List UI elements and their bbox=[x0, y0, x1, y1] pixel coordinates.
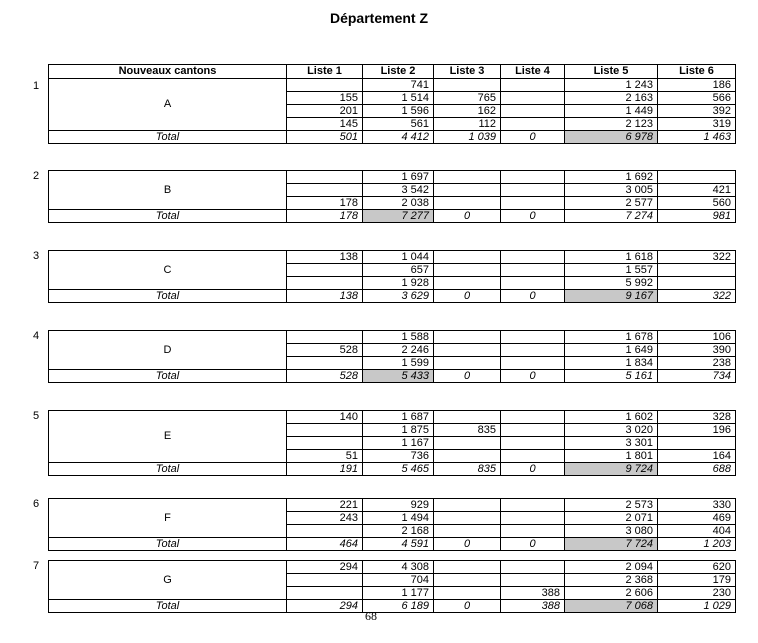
vote-cell: 2 168 bbox=[363, 525, 434, 538]
group-number: 3 bbox=[33, 250, 40, 262]
total-cell: 7 277 bbox=[363, 210, 434, 223]
vote-cell: 741 bbox=[363, 79, 434, 92]
total-cell: 7 274 bbox=[565, 210, 658, 223]
total-row bbox=[49, 600, 736, 613]
vote-cell bbox=[434, 574, 501, 587]
vote-cell: 196 bbox=[658, 424, 736, 437]
total-label: Total bbox=[49, 600, 287, 613]
vote-cell bbox=[501, 92, 565, 105]
vote-cell: 3 005 bbox=[565, 184, 658, 197]
total-label: Total bbox=[49, 463, 287, 476]
vote-cell: 2 573 bbox=[565, 499, 658, 512]
total-row bbox=[49, 463, 736, 476]
vote-cell bbox=[287, 277, 363, 290]
vote-cell: 929 bbox=[363, 499, 434, 512]
vote-cell bbox=[434, 344, 501, 357]
total-cell: 9 167 bbox=[565, 290, 658, 303]
total-cell: 835 bbox=[434, 463, 501, 476]
vote-cell bbox=[287, 171, 363, 184]
vote-cell: 328 bbox=[658, 411, 736, 424]
vote-cell bbox=[434, 561, 501, 574]
vote-cell bbox=[501, 437, 565, 450]
canton-label: F bbox=[49, 499, 287, 538]
canton-label: B bbox=[49, 171, 287, 210]
vote-cell bbox=[434, 499, 501, 512]
total-cell: 4 412 bbox=[363, 131, 434, 144]
vote-cell: 1 557 bbox=[565, 264, 658, 277]
total-cell: 464 bbox=[287, 538, 363, 551]
total-cell: 528 bbox=[287, 370, 363, 383]
vote-cell: 421 bbox=[658, 184, 736, 197]
vote-cell: 112 bbox=[434, 118, 501, 131]
vote-cell: 1 514 bbox=[363, 92, 434, 105]
canton-table-c bbox=[48, 250, 736, 303]
vote-cell bbox=[434, 79, 501, 92]
vote-cell: 835 bbox=[434, 424, 501, 437]
vote-cell bbox=[501, 118, 565, 131]
vote-cell bbox=[287, 525, 363, 538]
vote-cell: 51 bbox=[287, 450, 363, 463]
page-number: 68 bbox=[365, 609, 377, 623]
column-header: Liste 1 bbox=[287, 65, 363, 79]
total-label: Total bbox=[49, 290, 287, 303]
vote-cell: 238 bbox=[658, 357, 736, 370]
vote-cell: 145 bbox=[287, 118, 363, 131]
vote-cell: 3 301 bbox=[565, 437, 658, 450]
vote-cell bbox=[434, 525, 501, 538]
vote-cell: 178 bbox=[287, 197, 363, 210]
total-cell: 0 bbox=[434, 600, 501, 613]
vote-cell: 1 588 bbox=[363, 331, 434, 344]
total-cell: 0 bbox=[434, 290, 501, 303]
canton-label: C bbox=[49, 251, 287, 290]
total-cell: 1 039 bbox=[434, 131, 501, 144]
group-number: 5 bbox=[33, 410, 40, 422]
vote-cell: 1 697 bbox=[363, 171, 434, 184]
vote-cell: 3 020 bbox=[565, 424, 658, 437]
vote-cell bbox=[434, 437, 501, 450]
vote-cell: 469 bbox=[658, 512, 736, 525]
total-cell: 1 029 bbox=[658, 600, 736, 613]
vote-cell: 765 bbox=[434, 92, 501, 105]
total-cell: 0 bbox=[501, 463, 565, 476]
column-header: Liste 6 bbox=[658, 65, 736, 79]
vote-cell: 1 928 bbox=[363, 277, 434, 290]
vote-cell bbox=[658, 264, 736, 277]
vote-cell bbox=[287, 79, 363, 92]
vote-cell: 162 bbox=[434, 105, 501, 118]
vote-cell: 1 687 bbox=[363, 411, 434, 424]
vote-cell bbox=[287, 357, 363, 370]
vote-cell bbox=[658, 277, 736, 290]
group-number: 4 bbox=[33, 330, 40, 342]
total-cell: 688 bbox=[658, 463, 736, 476]
vote-cell bbox=[434, 264, 501, 277]
vote-cell: 1 599 bbox=[363, 357, 434, 370]
vote-cell bbox=[287, 264, 363, 277]
canton-label: A bbox=[49, 79, 287, 131]
vote-cell: 2 038 bbox=[363, 197, 434, 210]
total-cell: 294 bbox=[287, 600, 363, 613]
vote-cell bbox=[434, 357, 501, 370]
total-row bbox=[49, 370, 736, 383]
total-cell: 1 463 bbox=[658, 131, 736, 144]
vote-cell: 2 123 bbox=[565, 118, 658, 131]
table-row bbox=[49, 561, 736, 574]
header-row bbox=[49, 65, 736, 79]
vote-cell: 140 bbox=[287, 411, 363, 424]
total-cell: 1 203 bbox=[658, 538, 736, 551]
total-cell: 0 bbox=[501, 131, 565, 144]
vote-cell: 5 992 bbox=[565, 277, 658, 290]
vote-cell: 1 678 bbox=[565, 331, 658, 344]
column-header: Liste 5 bbox=[565, 65, 658, 79]
vote-cell bbox=[434, 450, 501, 463]
page-title: Département Z bbox=[329, 10, 429, 26]
canton-table-e bbox=[48, 410, 736, 476]
vote-cell: 2 163 bbox=[565, 92, 658, 105]
table-row bbox=[49, 171, 736, 184]
vote-cell: 138 bbox=[287, 251, 363, 264]
vote-cell: 221 bbox=[287, 499, 363, 512]
vote-cell: 560 bbox=[658, 197, 736, 210]
vote-cell: 1 834 bbox=[565, 357, 658, 370]
total-cell: 3 629 bbox=[363, 290, 434, 303]
vote-cell bbox=[501, 499, 565, 512]
group-number: 2 bbox=[33, 170, 40, 182]
vote-cell: 1 875 bbox=[363, 424, 434, 437]
total-cell: 6 189 bbox=[363, 600, 434, 613]
vote-cell: 106 bbox=[658, 331, 736, 344]
vote-cell: 2 577 bbox=[565, 197, 658, 210]
canton-table-b bbox=[48, 170, 736, 223]
vote-cell bbox=[501, 171, 565, 184]
total-cell: 5 465 bbox=[363, 463, 434, 476]
canton-label: G bbox=[49, 561, 287, 600]
vote-cell bbox=[434, 197, 501, 210]
total-row bbox=[49, 290, 736, 303]
group-number: 1 bbox=[33, 80, 40, 92]
vote-cell: 1 167 bbox=[363, 437, 434, 450]
vote-cell: 1 449 bbox=[565, 105, 658, 118]
vote-cell: 243 bbox=[287, 512, 363, 525]
total-cell: 0 bbox=[501, 210, 565, 223]
vote-cell bbox=[501, 79, 565, 92]
total-label: Total bbox=[49, 210, 287, 223]
group-number: 7 bbox=[33, 560, 40, 572]
canton-table-g bbox=[48, 560, 736, 613]
table-row bbox=[49, 331, 736, 344]
vote-cell bbox=[434, 587, 501, 600]
vote-cell: 179 bbox=[658, 574, 736, 587]
vote-cell: 657 bbox=[363, 264, 434, 277]
total-label: Total bbox=[49, 370, 287, 383]
column-header: Liste 4 bbox=[501, 65, 565, 79]
group-number: 6 bbox=[33, 498, 40, 510]
total-cell: 388 bbox=[501, 600, 565, 613]
vote-cell: 1 596 bbox=[363, 105, 434, 118]
total-cell: 322 bbox=[658, 290, 736, 303]
canton-table-a bbox=[48, 64, 736, 144]
column-header: Liste 3 bbox=[434, 65, 501, 79]
vote-cell: 201 bbox=[287, 105, 363, 118]
vote-cell: 2 606 bbox=[565, 587, 658, 600]
vote-cell: 230 bbox=[658, 587, 736, 600]
total-cell: 5 433 bbox=[363, 370, 434, 383]
total-cell: 7 724 bbox=[565, 538, 658, 551]
total-cell: 6 978 bbox=[565, 131, 658, 144]
vote-cell bbox=[287, 331, 363, 344]
total-cell: 734 bbox=[658, 370, 736, 383]
column-header: Nouveaux cantons bbox=[49, 65, 287, 79]
total-cell: 0 bbox=[434, 210, 501, 223]
vote-cell bbox=[501, 344, 565, 357]
total-cell: 0 bbox=[434, 370, 501, 383]
vote-cell: 322 bbox=[658, 251, 736, 264]
table-row bbox=[49, 251, 736, 264]
vote-cell: 294 bbox=[287, 561, 363, 574]
vote-cell bbox=[501, 411, 565, 424]
vote-cell: 1 801 bbox=[565, 450, 658, 463]
vote-cell bbox=[501, 264, 565, 277]
vote-cell bbox=[501, 197, 565, 210]
vote-cell: 164 bbox=[658, 450, 736, 463]
total-cell: 7 068 bbox=[565, 600, 658, 613]
total-cell: 4 591 bbox=[363, 538, 434, 551]
total-cell: 0 bbox=[501, 370, 565, 383]
total-row bbox=[49, 131, 736, 144]
total-label: Total bbox=[49, 131, 287, 144]
table-row bbox=[49, 411, 736, 424]
vote-cell: 620 bbox=[658, 561, 736, 574]
vote-cell: 561 bbox=[363, 118, 434, 131]
vote-cell bbox=[287, 574, 363, 587]
total-cell: 9 724 bbox=[565, 463, 658, 476]
vote-cell: 704 bbox=[363, 574, 434, 587]
vote-cell: 2 094 bbox=[565, 561, 658, 574]
vote-cell: 1 602 bbox=[565, 411, 658, 424]
vote-cell: 388 bbox=[501, 587, 565, 600]
vote-cell bbox=[287, 587, 363, 600]
total-cell: 0 bbox=[501, 290, 565, 303]
vote-cell: 3 080 bbox=[565, 525, 658, 538]
table-row bbox=[49, 499, 736, 512]
total-cell: 0 bbox=[501, 538, 565, 551]
total-cell: 5 161 bbox=[565, 370, 658, 383]
total-cell: 191 bbox=[287, 463, 363, 476]
vote-cell: 4 308 bbox=[363, 561, 434, 574]
total-cell: 138 bbox=[287, 290, 363, 303]
vote-cell bbox=[434, 411, 501, 424]
vote-cell: 566 bbox=[658, 92, 736, 105]
total-cell: 0 bbox=[434, 538, 501, 551]
vote-cell bbox=[658, 437, 736, 450]
vote-cell: 319 bbox=[658, 118, 736, 131]
vote-cell bbox=[434, 184, 501, 197]
table-row bbox=[49, 79, 736, 92]
vote-cell: 528 bbox=[287, 344, 363, 357]
vote-cell bbox=[501, 525, 565, 538]
total-row bbox=[49, 210, 736, 223]
vote-cell: 2 071 bbox=[565, 512, 658, 525]
vote-cell bbox=[434, 331, 501, 344]
vote-cell: 2 368 bbox=[565, 574, 658, 587]
total-label: Total bbox=[49, 538, 287, 551]
total-cell: 501 bbox=[287, 131, 363, 144]
vote-cell: 1 243 bbox=[565, 79, 658, 92]
vote-cell: 736 bbox=[363, 450, 434, 463]
total-cell: 981 bbox=[658, 210, 736, 223]
vote-cell: 1 649 bbox=[565, 344, 658, 357]
vote-cell bbox=[287, 437, 363, 450]
total-cell: 178 bbox=[287, 210, 363, 223]
total-row bbox=[49, 538, 736, 551]
vote-cell: 1 044 bbox=[363, 251, 434, 264]
vote-cell bbox=[501, 277, 565, 290]
vote-cell bbox=[287, 424, 363, 437]
canton-label: E bbox=[49, 411, 287, 463]
vote-cell: 186 bbox=[658, 79, 736, 92]
vote-cell bbox=[434, 171, 501, 184]
vote-cell bbox=[434, 251, 501, 264]
canton-label: D bbox=[49, 331, 287, 370]
vote-cell bbox=[501, 450, 565, 463]
vote-cell bbox=[501, 357, 565, 370]
column-header: Liste 2 bbox=[363, 65, 434, 79]
vote-cell bbox=[501, 331, 565, 344]
vote-cell bbox=[501, 574, 565, 587]
vote-cell bbox=[501, 251, 565, 264]
vote-cell: 1 494 bbox=[363, 512, 434, 525]
vote-cell: 330 bbox=[658, 499, 736, 512]
vote-cell bbox=[501, 184, 565, 197]
vote-cell bbox=[501, 424, 565, 437]
vote-cell: 155 bbox=[287, 92, 363, 105]
canton-table-f bbox=[48, 498, 736, 551]
vote-cell: 3 542 bbox=[363, 184, 434, 197]
vote-cell bbox=[501, 512, 565, 525]
vote-cell bbox=[287, 184, 363, 197]
vote-cell: 1 618 bbox=[565, 251, 658, 264]
canton-table-d bbox=[48, 330, 736, 383]
vote-cell bbox=[434, 277, 501, 290]
vote-cell: 392 bbox=[658, 105, 736, 118]
vote-cell: 404 bbox=[658, 525, 736, 538]
vote-cell: 1 692 bbox=[565, 171, 658, 184]
vote-cell bbox=[658, 171, 736, 184]
vote-cell bbox=[501, 105, 565, 118]
vote-cell: 2 246 bbox=[363, 344, 434, 357]
vote-cell bbox=[501, 561, 565, 574]
vote-cell: 1 177 bbox=[363, 587, 434, 600]
vote-cell bbox=[434, 512, 501, 525]
vote-cell: 390 bbox=[658, 344, 736, 357]
